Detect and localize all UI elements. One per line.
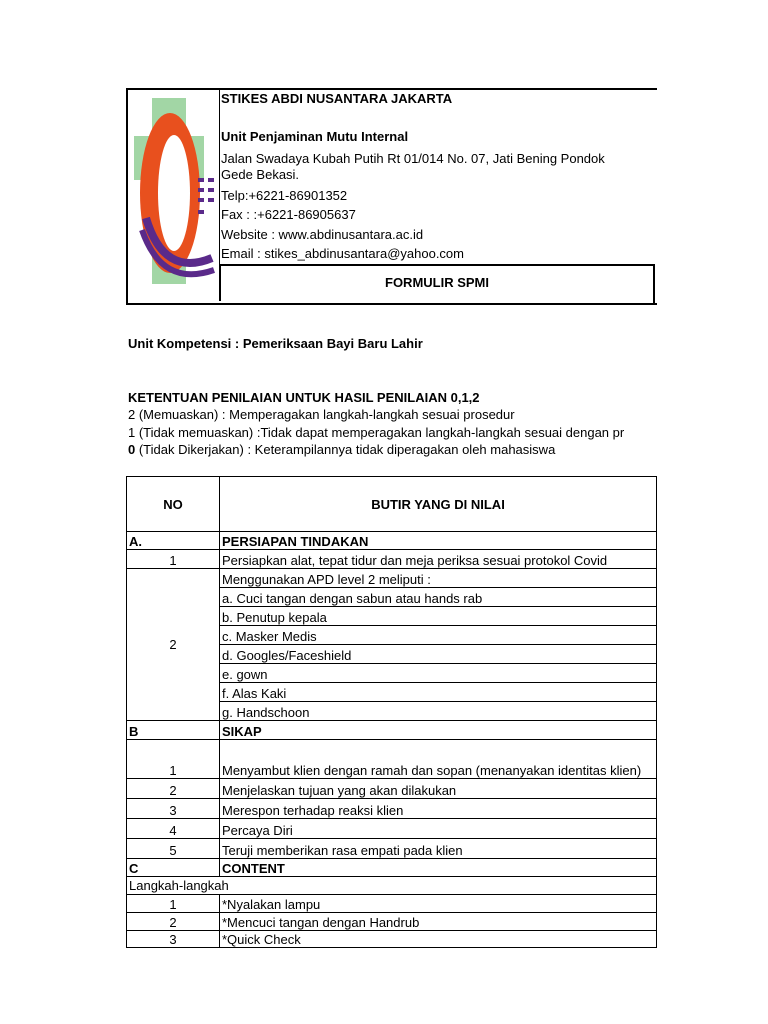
langkah-cell <box>127 877 657 895</box>
rule-score-2: 2 (Memuaskan) : Memperagakan langkah-langkah sesuai prosedur <box>128 407 515 422</box>
row-item: *Mencuci tangan dengan Handrub <box>220 913 657 931</box>
table-row <box>127 931 657 948</box>
column-header-item: BUTIR YANG DI NILAI <box>220 477 657 532</box>
row-item: Teruji memberikan rasa empati pada klien <box>220 839 657 859</box>
section-a-title: PERSIAPAN TINDAKAN <box>220 532 657 550</box>
fax: Fax : :+6221-86905637 <box>221 207 356 222</box>
competency-label: Unit Kompetensi <box>128 336 235 351</box>
competency-value: Pemeriksaan Bayi Baru Lahir <box>242 336 423 351</box>
competency-line <box>128 335 423 352</box>
form-title: FORMULIR SPMI <box>385 275 489 290</box>
row-item: Menjelaskan tujuan yang akan dilakukan <box>220 779 657 799</box>
langkah-label: Langkah-langkah <box>129 878 229 893</box>
row-item: e. gown <box>220 664 657 683</box>
website: Website : www.abdinusantara.ac.id <box>221 227 424 242</box>
row-number: 1 <box>127 740 220 779</box>
table-row <box>127 740 657 779</box>
section-row-a <box>127 532 657 550</box>
row-number: 2 <box>127 913 220 931</box>
table-row <box>127 895 657 913</box>
rule-score-0 <box>128 441 555 458</box>
row-item: Percaya Diri <box>220 819 657 839</box>
rule-score-0-text: (Tidak Dikerjakan) : Keterampilannya tidak diperagakan oleh mahasiswa <box>135 442 556 457</box>
table-row <box>127 839 657 859</box>
section-row-c <box>127 859 657 877</box>
row-item: Menggunakan APD level 2 meliputi : <box>220 569 657 588</box>
table-row <box>127 569 657 588</box>
table-row <box>127 799 657 819</box>
row-item: a. Cuci tangan dengan sabun atau hands rab <box>220 588 657 607</box>
section-a-code: A. <box>127 532 220 550</box>
row-item: Menyambut klien dengan ramah dan sopan (menanyakan identitas klien) <box>220 740 657 779</box>
row-item: d. Googles/Faceshield <box>220 645 657 664</box>
row-number: 3 <box>127 799 220 819</box>
section-b-code: B <box>127 721 220 740</box>
rule-score-1: 1 (Tidak memuaskan) :Tidak dapat memperagakan langkah-langkah sesuai dengan pr <box>128 425 625 440</box>
row-number: 3 <box>127 931 220 948</box>
unit-name: Unit Penjaminan Mutu Internal <box>221 129 409 144</box>
row-item: Persiapkan alat, tepat tidur dan meja periksa sesuai protokol Covid <box>220 550 657 569</box>
email: Email : stikes_abdinusantara@yahoo.com <box>221 246 464 261</box>
row-number: 4 <box>127 819 220 839</box>
institution-name: STIKES ABDI NUSANTARA JAKARTA <box>221 91 453 106</box>
section-c-title: CONTENT <box>220 859 657 877</box>
row-item: Merespon terhadap reaksi klien <box>220 799 657 819</box>
row-number: 2 <box>127 569 220 721</box>
column-header-no: NO <box>127 477 220 532</box>
section-row-b <box>127 721 657 740</box>
telephone: Telp:+6221-86901352 <box>221 188 348 203</box>
row-number: 5 <box>127 839 220 859</box>
table-row <box>127 779 657 799</box>
address-line-1: Jalan Swadaya Kubah Putih Rt 01/014 No. 07, Jati Bening Pondok <box>221 151 605 166</box>
langkah-row <box>127 877 657 895</box>
row-item: g. Handschoon <box>220 702 657 721</box>
row-number: 1 <box>127 550 220 569</box>
rules-title: KETENTUAN PENILAIAN UNTUK HASIL PENILAIAN 0,1,2 <box>128 390 480 405</box>
row-number: 1 <box>127 895 220 913</box>
section-b-title: SIKAP <box>220 721 657 740</box>
table-row <box>127 550 657 569</box>
assessment-table <box>126 476 657 948</box>
form-title-box-edge <box>653 264 655 303</box>
row-item: f. Alas Kaki <box>220 683 657 702</box>
table-row <box>127 913 657 931</box>
row-item: *Quick Check <box>220 931 657 948</box>
row-item: c. Masker Medis <box>220 626 657 645</box>
address-line-2: Gede Bekasi. <box>221 167 300 182</box>
competency-colon: : <box>234 336 243 351</box>
row-item: b. Penutup kepala <box>220 607 657 626</box>
institution-logo <box>134 98 218 288</box>
rule-score-0-number: 0 <box>128 442 136 457</box>
section-c-code: C <box>127 859 220 877</box>
table-header-row <box>127 477 657 532</box>
row-number: 2 <box>127 779 220 799</box>
table-row <box>127 819 657 839</box>
row-item: *Nyalakan lampu <box>220 895 657 913</box>
